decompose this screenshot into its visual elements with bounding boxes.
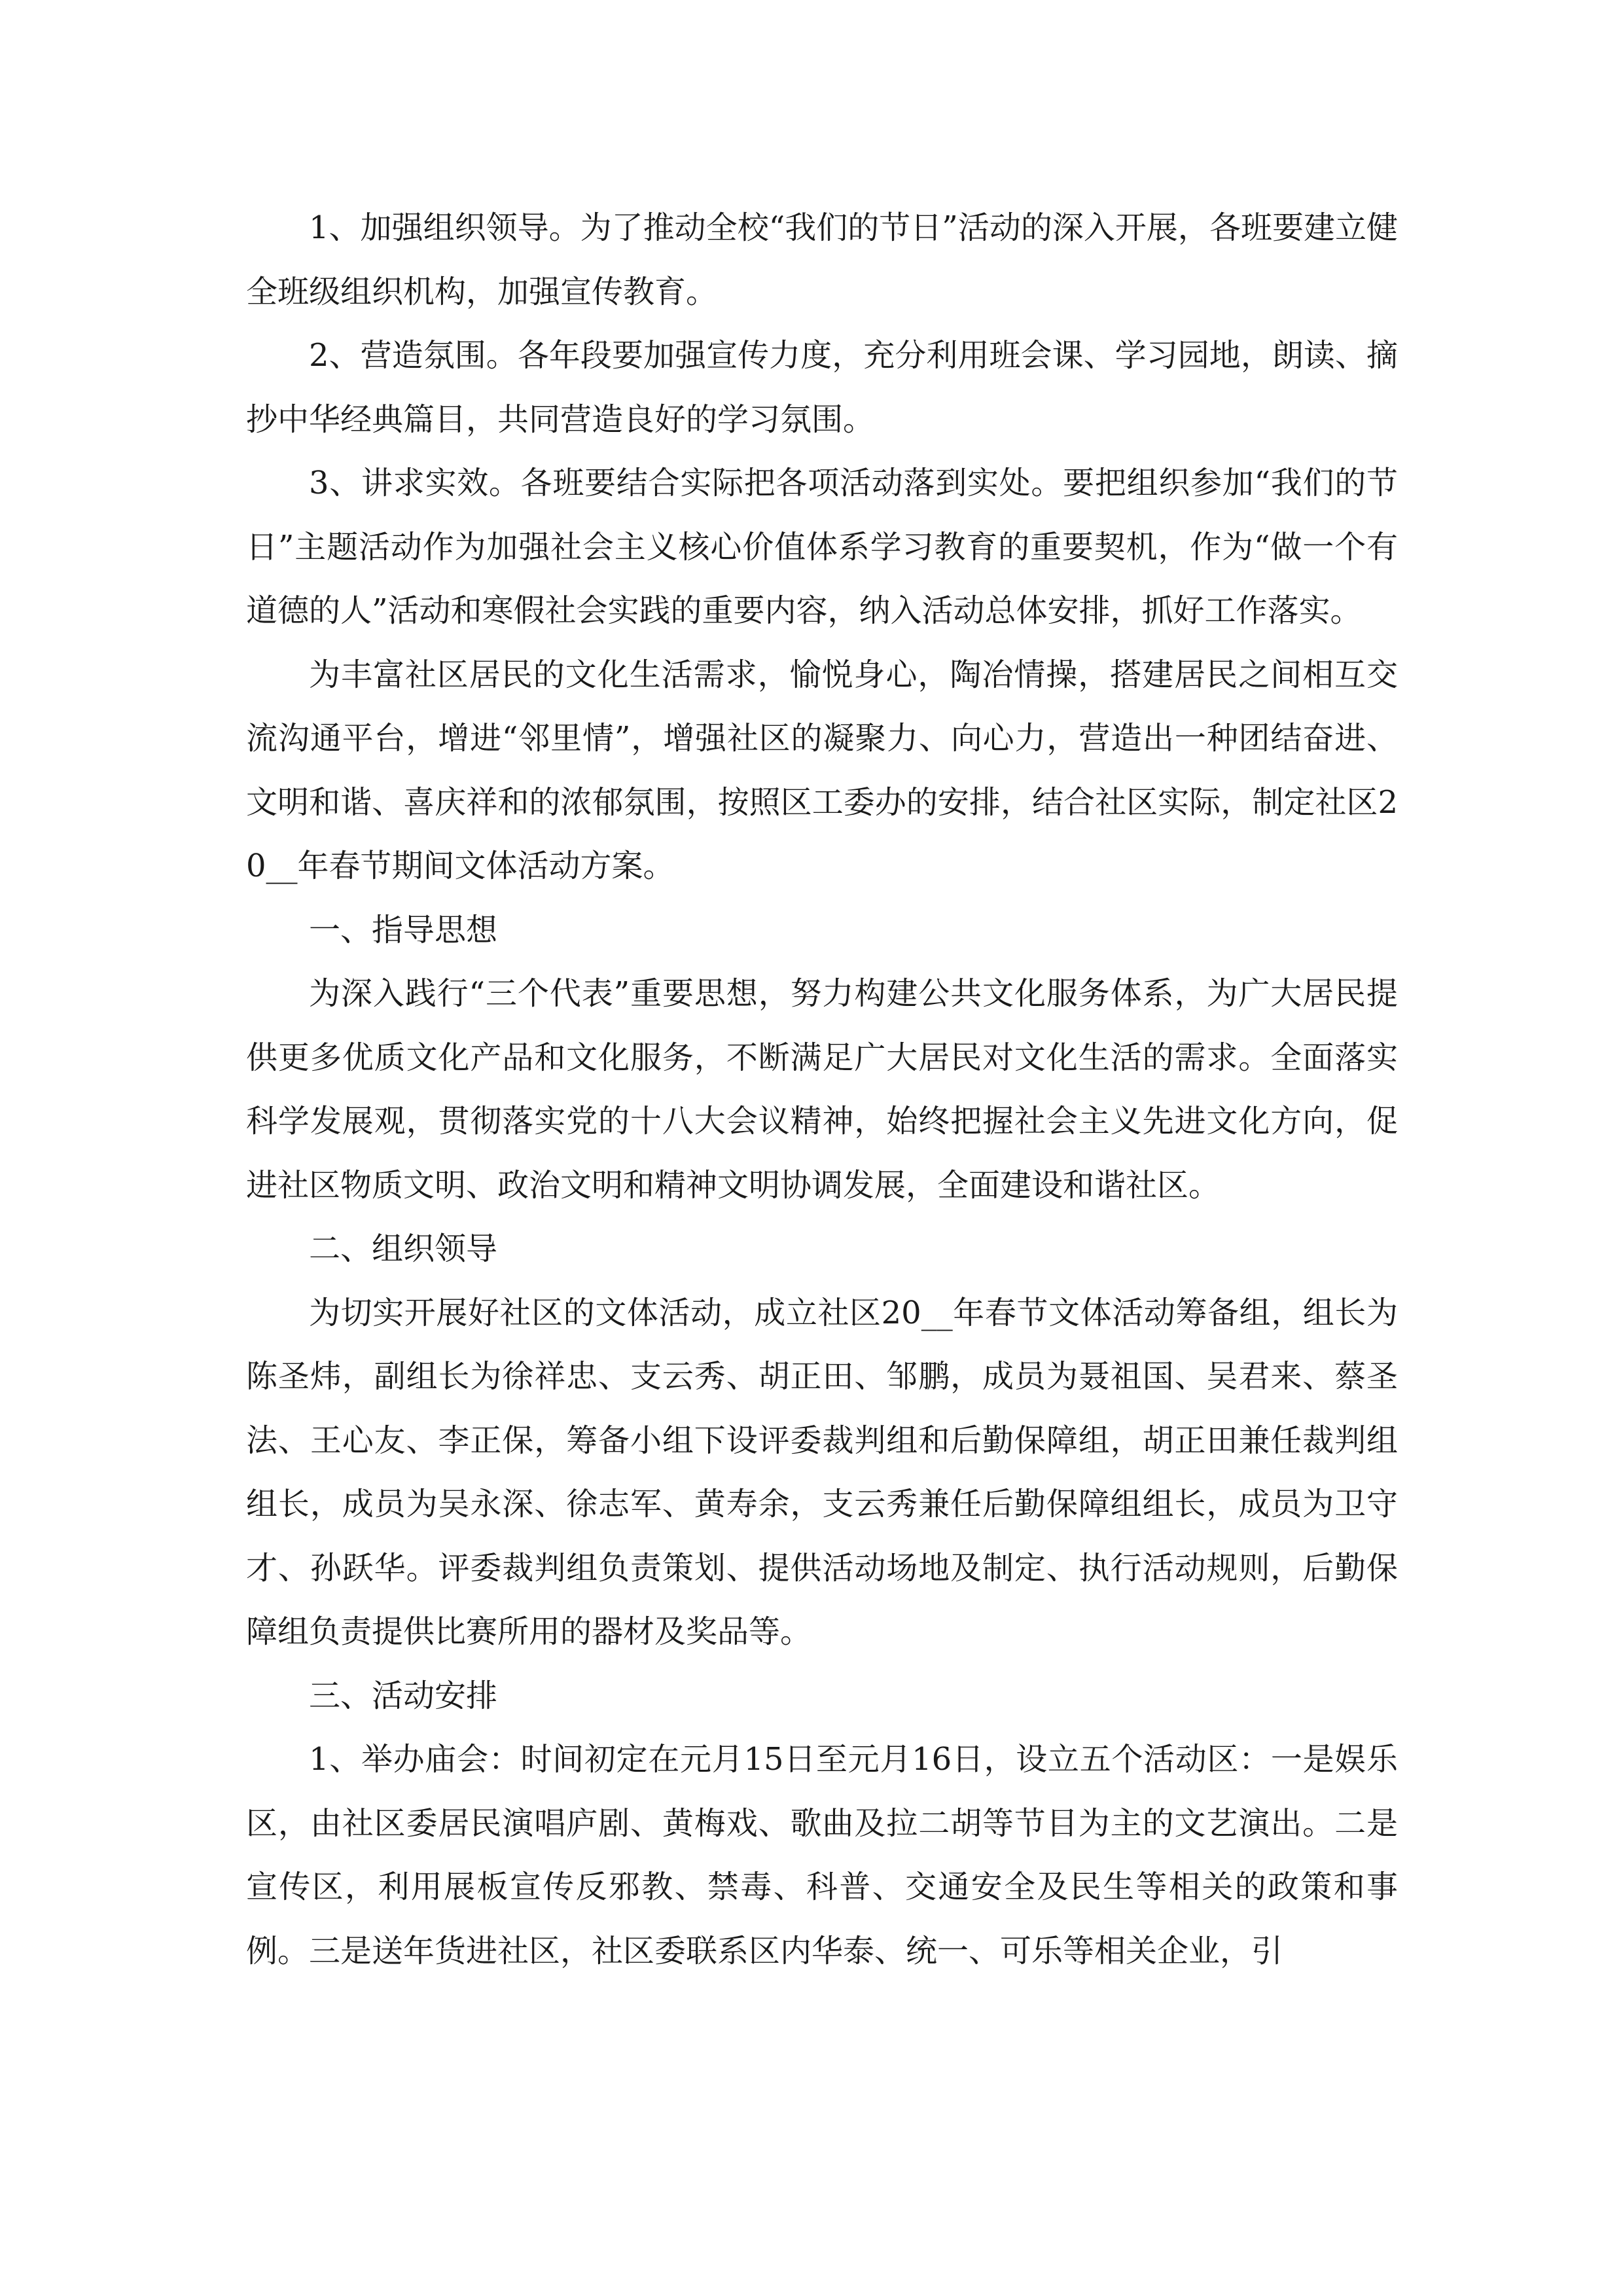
paragraph-temple-fair: 1、举办庙会：时间初定在元月15日至元月16日，设立五个活动区：一是娱乐区，由社区委居民演唱庐剧、黄梅戏、歌曲及拉二胡等节目为主的文艺演出。二是宣传区，利用展板宣传反邪教、禁毒、科普、交通安全及民生等相关的政策和事例。三是送年货进社区，社区委联系区内华泰、统一、可乐等相关企业，引 — [246, 1741, 1398, 1969]
paragraph-guiding-ideology: 为深入践行“三个代表”重要思想，努力构建公共文化服务体系，为广大居民提供更多优质文化产品和文化服务，不断满足广大居民对文化生活的需求。全面落实科学发展观，贯彻落实党的十八大会议精神，始终把握社会主义先进文化方向，促进社区物质文明、政治文明和精神文明协调发展，全面建设和谐社区。 — [246, 975, 1398, 1204]
heading-activity-arrangement: 三、活动安排 — [309, 1677, 498, 1714]
paragraph-seek-results: 3、讲求实效。各班要结合实际把各项活动落到实处。要把组织参加“我们的节日”主题活动作为加强社会主义核心价值体系学习教育的重要契机，作为“做一个有道德的人”活动和寒假社会实践的重要内容，纳入活动总体安排，抓好工作落实。 — [246, 465, 1398, 629]
document-body — [246, 196, 1398, 1983]
paragraph-introduction: 为丰富社区居民的文化生活需求，愉悦身心，陶冶情操，搭建居民之间相互交流沟通平台，增进“邻里情”，增强社区的凝聚力、向心力，营造出一种团结奋进、文明和谐、喜庆祥和的浓郁氛围，按照区工委办的安排，结合社区实际，制定社区20__年春节期间文体活动方案。 — [246, 656, 1398, 884]
heading-organization-leadership: 二、组织领导 — [309, 1230, 498, 1267]
paragraph-create-atmosphere: 2、营造氛围。各年段要加强宣传力度，充分利用班会课、学习园地，朗读、摘抄中华经典篇目，共同营造良好的学习氛围。 — [246, 337, 1398, 438]
paragraph-strengthen-leadership: 1、加强组织领导。为了推动全校“我们的节日”活动的深入开展，各班要建立健全班级组织机构，加强宣传教育。 — [246, 209, 1398, 310]
heading-guiding-ideology: 一、指导思想 — [309, 911, 498, 948]
paragraph-organization-leadership: 为切实开展好社区的文体活动，成立社区20__年春节文体活动筹备组，组长为陈圣炜，副组长为徐祥忠、支云秀、胡正田、邹鹏，成员为聂祖国、吴君来、蔡圣法、王心友、李正保，筹备小组下设评委裁判组和后勤保障组，胡正田兼任裁判组组长，成员为吴永深、徐志军、黄寿余，支云秀兼任后勤保障组组长，成员为卫守才、孙跃华。评委裁判组负责策划、提供活动场地及制定、执行活动规则，后勤保障组负责提供比赛所用的器材及奖品等。 — [246, 1294, 1398, 1650]
